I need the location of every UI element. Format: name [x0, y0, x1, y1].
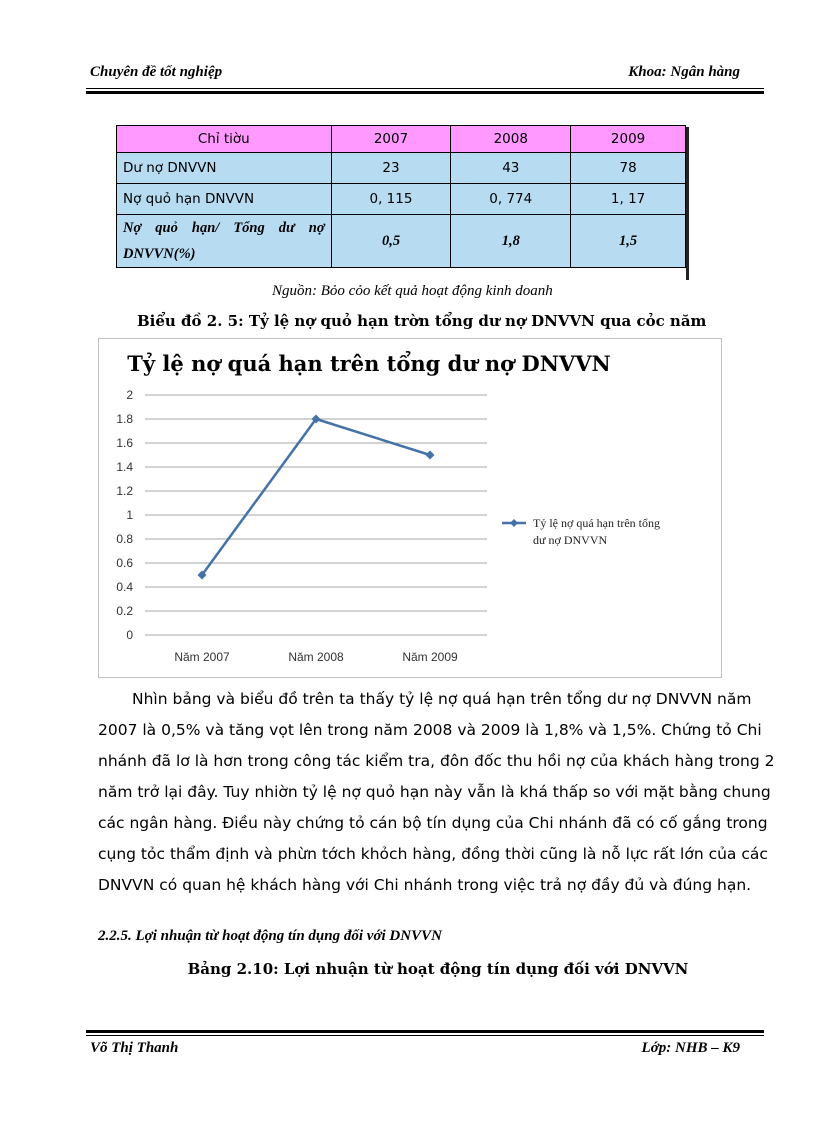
row-label: Nợ quỏ hạn DNVVN	[117, 184, 332, 215]
y-tick-label: 2	[126, 388, 133, 402]
legend-swatch-marker	[510, 519, 518, 527]
footer-rule-thick	[86, 1030, 764, 1033]
header-faculty: Khoa: Ngân hàng	[628, 64, 740, 80]
y-tick-label: 0	[126, 628, 133, 642]
table-cell: 1, 17	[571, 184, 686, 215]
footer-rule-thin	[86, 1035, 764, 1036]
x-tick-label: Năm 2008	[288, 650, 344, 664]
table-cell: 78	[571, 153, 686, 184]
y-tick-label: 1.4	[116, 460, 133, 474]
footer-author: Võ Thị Thanh	[90, 1040, 179, 1056]
column-header: Chỉ tiờu	[117, 126, 332, 153]
section-heading: 2.2.5. Lợi nhuận từ hoạt động tín dụng đối với DNVVN	[98, 928, 442, 944]
y-tick-label: 0.2	[116, 604, 133, 618]
paragraph-line: cụng tỏc thẩm định và phừn tớch khỏch hàng, đồng thời cũng là nỗ lực rất lớn của các	[98, 845, 768, 863]
chart-title: Tỷ lệ nợ quá hạn trên tổng dư nợ DNVVN	[127, 351, 611, 376]
table-row	[117, 184, 686, 215]
paragraph-line: nhánh đã lơ là hơn trong công tác kiểm tra, đôn đốc thu hồi nợ của khách hàng trong 2	[98, 752, 775, 770]
legend-label: dư nợ DNVVN	[533, 533, 608, 547]
y-tick-label: 1.8	[116, 412, 133, 426]
column-header: 2009	[571, 126, 686, 153]
table-cell: 43	[451, 153, 571, 184]
paragraph-line: DNVVN có quan hệ khách hàng với Chi nhánh trong việc trả nợ đầy đủ và đúng hạn.	[98, 876, 752, 894]
chart-caption: Biểu đồ 2. 5: Tỷ lệ nợ quỏ hạn trờn tổng dư nợ DNVVN qua cỏc năm	[137, 312, 707, 330]
paragraph-line: Nhìn bảng và biểu đồ trên ta thấy tỷ lệ nợ quá hạn trên tổng dư nợ DNVVN năm	[132, 690, 752, 708]
x-tick-label: Năm 2007	[174, 650, 230, 664]
table-cell: 1,5	[571, 215, 686, 268]
table-cell: 1,8	[451, 215, 571, 268]
footer-class: Lớp: NHB – K9	[641, 1040, 740, 1056]
table-shadow	[686, 127, 689, 280]
body-paragraph	[98, 684, 775, 901]
page-header	[90, 64, 740, 86]
table-cell: 0, 115	[331, 184, 451, 215]
x-tick-label: Năm 2009	[402, 650, 458, 664]
y-tick-label: 0.6	[116, 556, 133, 570]
table-cell: 0, 774	[451, 184, 571, 215]
table-header-row	[117, 126, 686, 153]
table-row	[117, 153, 686, 184]
table-row	[117, 215, 686, 268]
column-header: 2007	[331, 126, 451, 153]
y-tick-label: 0.4	[116, 580, 133, 594]
debt-table	[116, 125, 686, 268]
y-tick-label: 1.6	[116, 436, 133, 450]
row-label	[117, 215, 332, 268]
header-rule-thin	[86, 88, 764, 89]
y-tick-label: 0.8	[116, 532, 133, 546]
page-footer	[90, 1040, 740, 1062]
column-header: 2008	[451, 126, 571, 153]
line-chart	[98, 338, 722, 678]
table-cell: 23	[331, 153, 451, 184]
paragraph-line: các ngân hàng. Điều này chứng tỏ cán bộ tín dụng của Chi nhánh đã có cố gắng trong	[98, 814, 768, 832]
legend-label: Tỷ lệ nợ quá hạn trên tổng	[533, 516, 660, 530]
table-cell: 0,5	[331, 215, 451, 268]
paragraph-line: 2007 là 0,5% và tăng vọt lên trong năm 2008 và 2009 là 1,8% và 1,5%. Chứng tỏ Chi	[98, 721, 762, 739]
data-point	[426, 451, 435, 460]
series-line	[202, 419, 430, 575]
header-rule-thick	[86, 91, 764, 94]
paragraph-line: năm trở lại đây. Tuy nhiờn tỷ lệ nợ quỏ hạn này vẫn là khá thấp so với mặt bằng chung	[98, 783, 771, 801]
header-document-type: Chuyên đề tốt nghiệp	[90, 64, 223, 80]
chart-canvas	[99, 339, 721, 677]
row-label-line: Nợ quỏ hạn/ Tổng dư nợ	[123, 220, 325, 236]
table-caption: Bảng 2.10: Lợi nhuận từ hoạt động tín dụng đối với DNVVN	[187, 960, 689, 978]
row-label: Dư nợ DNVVN	[117, 153, 332, 184]
y-tick-label: 1	[126, 508, 133, 522]
row-label-line: DNVVN(%)	[123, 246, 196, 262]
y-tick-label: 1.2	[116, 484, 133, 498]
table-source: Nguồn: Bỏo cỏo kết quả hoạt động kinh doanh	[272, 283, 553, 299]
